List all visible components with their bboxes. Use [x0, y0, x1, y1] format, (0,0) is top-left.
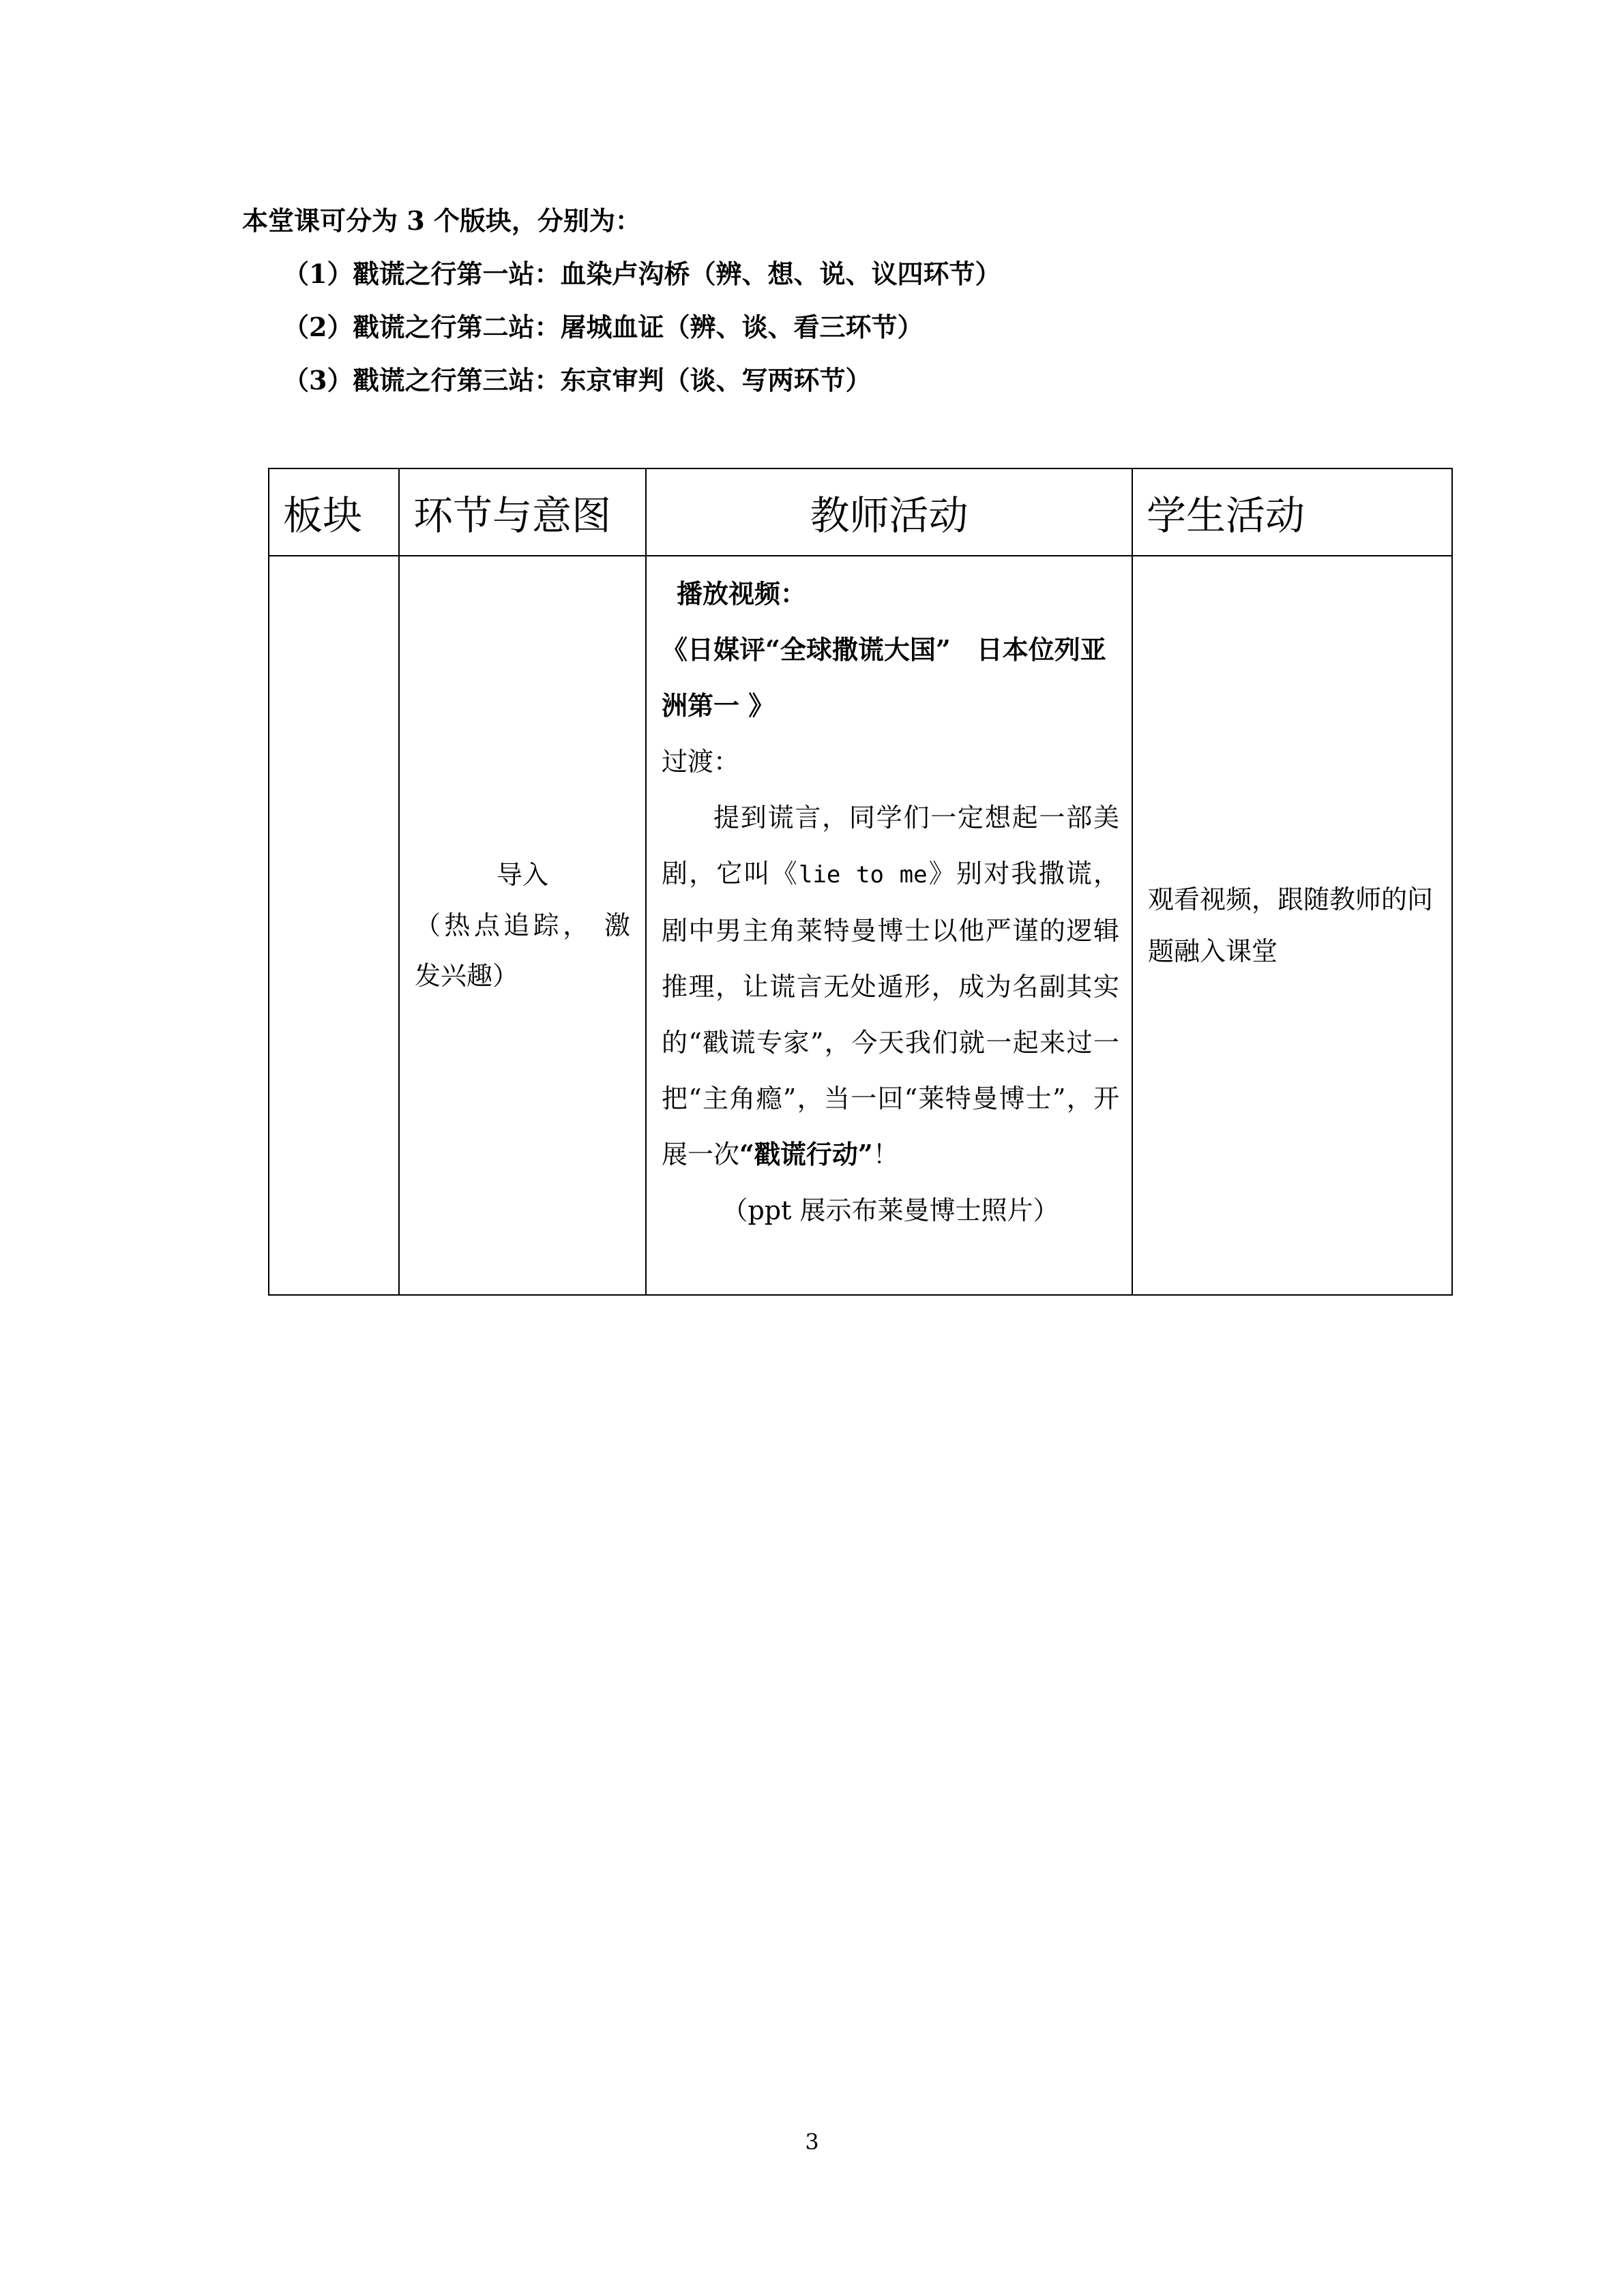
play-video-label: 播放视频： — [677, 578, 807, 609]
ppt-note: （ppt 展示布莱曼博士照片） — [722, 1195, 1059, 1225]
para-end: ！ — [872, 1139, 899, 1169]
para-bold-action: “戳谎行动” — [739, 1139, 873, 1169]
cell-teacher — [646, 556, 1132, 1295]
header-student: 学生活动 — [1132, 468, 1452, 556]
intro-lead: 本堂课可分为 3 个版块，分别为： — [242, 205, 641, 236]
stage-title: 导入 — [496, 860, 548, 890]
transition-label: 过渡： — [662, 747, 740, 777]
intro-section — [242, 194, 1001, 407]
para-part2: 》别对我撒谎，剧中男主角莱特曼博士以他严谨的逻辑推理，让谎言无处遁形，成为名副其实的“戳谎专家”，今天我们就一起来过一把“主角瘾”，当一回“莱特曼博士”，开展一次 — [662, 859, 1119, 1169]
cell-stage — [399, 556, 646, 1295]
header-stage: 环节与意图 — [399, 468, 646, 556]
para-part1: 提到谎言，同学们一定想起一部美剧，它叫《 — [662, 803, 1119, 889]
page-number: 3 — [805, 2129, 819, 2155]
intro-item-2: （2）戳谎之行第二站：屠城血证（辨、谈、看三环节） — [283, 312, 924, 342]
para-english-title: lie to me — [798, 861, 928, 889]
intro-item-1: （1）戳谎之行第一站：血染卢沟桥（辨、想、说、议四环节） — [283, 258, 1001, 289]
cell-student: 观看视频，跟随教师的问题融入课堂 — [1132, 556, 1452, 1295]
transition-paragraph — [662, 790, 1119, 1182]
video-title: 《日媒评“全球撒谎大国” 日本位列亚洲第一 》 — [662, 634, 1106, 721]
header-teacher: 教师活动 — [646, 468, 1132, 556]
header-bank: 板块 — [269, 468, 399, 556]
cell-bank — [269, 556, 399, 1295]
stage-intent: （热点追踪， 激发兴趣） — [415, 910, 630, 991]
lesson-plan-table — [268, 468, 1453, 1296]
intro-item-3: （3）戳谎之行第三站：东京审判（谈、写两环节） — [283, 365, 872, 396]
table-header-row — [269, 468, 1452, 556]
table-row — [269, 556, 1452, 1295]
